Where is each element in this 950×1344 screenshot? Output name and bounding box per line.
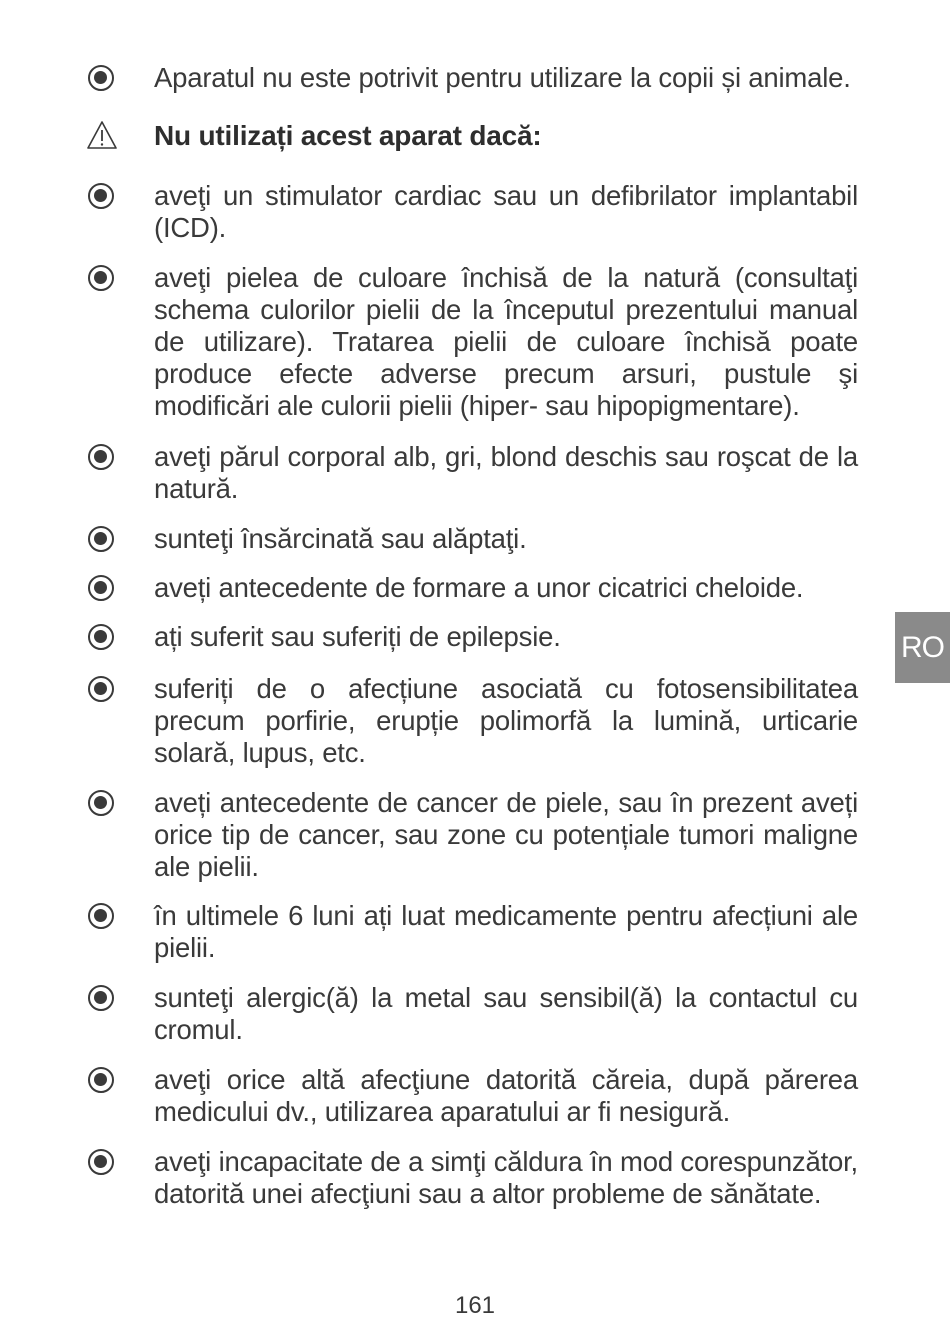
list-item-text: ați suferit sau suferiți de epilepsie. xyxy=(154,621,561,652)
list-item-text: aveţi pielea de culoare închisă de la natură (consultaţi schema culorilor pielii de la începutul prezentului manual de utilizare). Tratarea pielii de culoare închisă poate produce efecte adverse precum arsuri, pustule şi modificări ale culorii pielii (hiper- sau hipopigmentare). xyxy=(154,262,858,421)
bullet-icon xyxy=(88,1067,114,1093)
list-item-text: sunteţi alergic(ă) la metal sau sensibil(ă) la contactul cu cromul. xyxy=(154,982,858,1045)
list-item-text: aveţi incapacitate de a simţi căldura în mod corespunzător, datorită unei afecţiuni sau a altor probleme de sănătate. xyxy=(154,1146,858,1209)
list-item-text: aveți antecedente de formare a unor cicatrici cheloide. xyxy=(154,572,804,603)
list-item-text: aveți antecedente de cancer de piele, sau în prezent aveți orice tip de cancer, sau zone cu potențiale tumori maligne ale pielii. xyxy=(154,787,858,882)
page-number: 161 xyxy=(454,1292,496,1319)
bullet-icon xyxy=(88,183,114,209)
bullet-icon xyxy=(88,526,114,552)
list-item-text: aveţi orice altă afecţiune datorită căreia, după părerea medicului dv., utilizarea aparatului ar fi nesigură. xyxy=(154,1064,858,1127)
bullet-icon xyxy=(88,1149,114,1175)
bullet-icon xyxy=(88,676,114,702)
bullet-icon xyxy=(88,790,114,816)
language-tab: RO xyxy=(895,612,950,683)
bullet-icon xyxy=(88,903,114,929)
bullet-icon xyxy=(88,444,114,470)
list-item-text: Aparatul nu este potrivit pentru utilizare la copii și animale. xyxy=(154,62,851,93)
list-item-text: aveţi un stimulator cardiac sau un defibrilator implantabil (ICD). xyxy=(154,180,858,243)
list-item-text: aveţi părul corporal alb, gri, blond deschis sau roşcat de la natură. xyxy=(154,441,858,504)
section-heading: Nu utilizați acest aparat dacă: xyxy=(154,120,542,151)
list-item-text: suferiți de o afecțiune asociată cu fotosensibilitatea precum porfirie, erupție polimorfă la lumină, urticarie solară, lupus, etc. xyxy=(154,673,858,768)
list-item-text: sunteţi însărcinată sau alăptaţi. xyxy=(154,523,527,554)
warning-triangle-icon xyxy=(86,120,118,150)
bullet-icon xyxy=(88,65,114,91)
bullet-icon xyxy=(88,985,114,1011)
bullet-icon xyxy=(88,575,114,601)
list-item-text: în ultimele 6 luni ați luat medicamente pentru afecțiuni ale pielii. xyxy=(154,900,858,963)
bullet-icon xyxy=(88,265,114,291)
bullet-icon xyxy=(88,624,114,650)
